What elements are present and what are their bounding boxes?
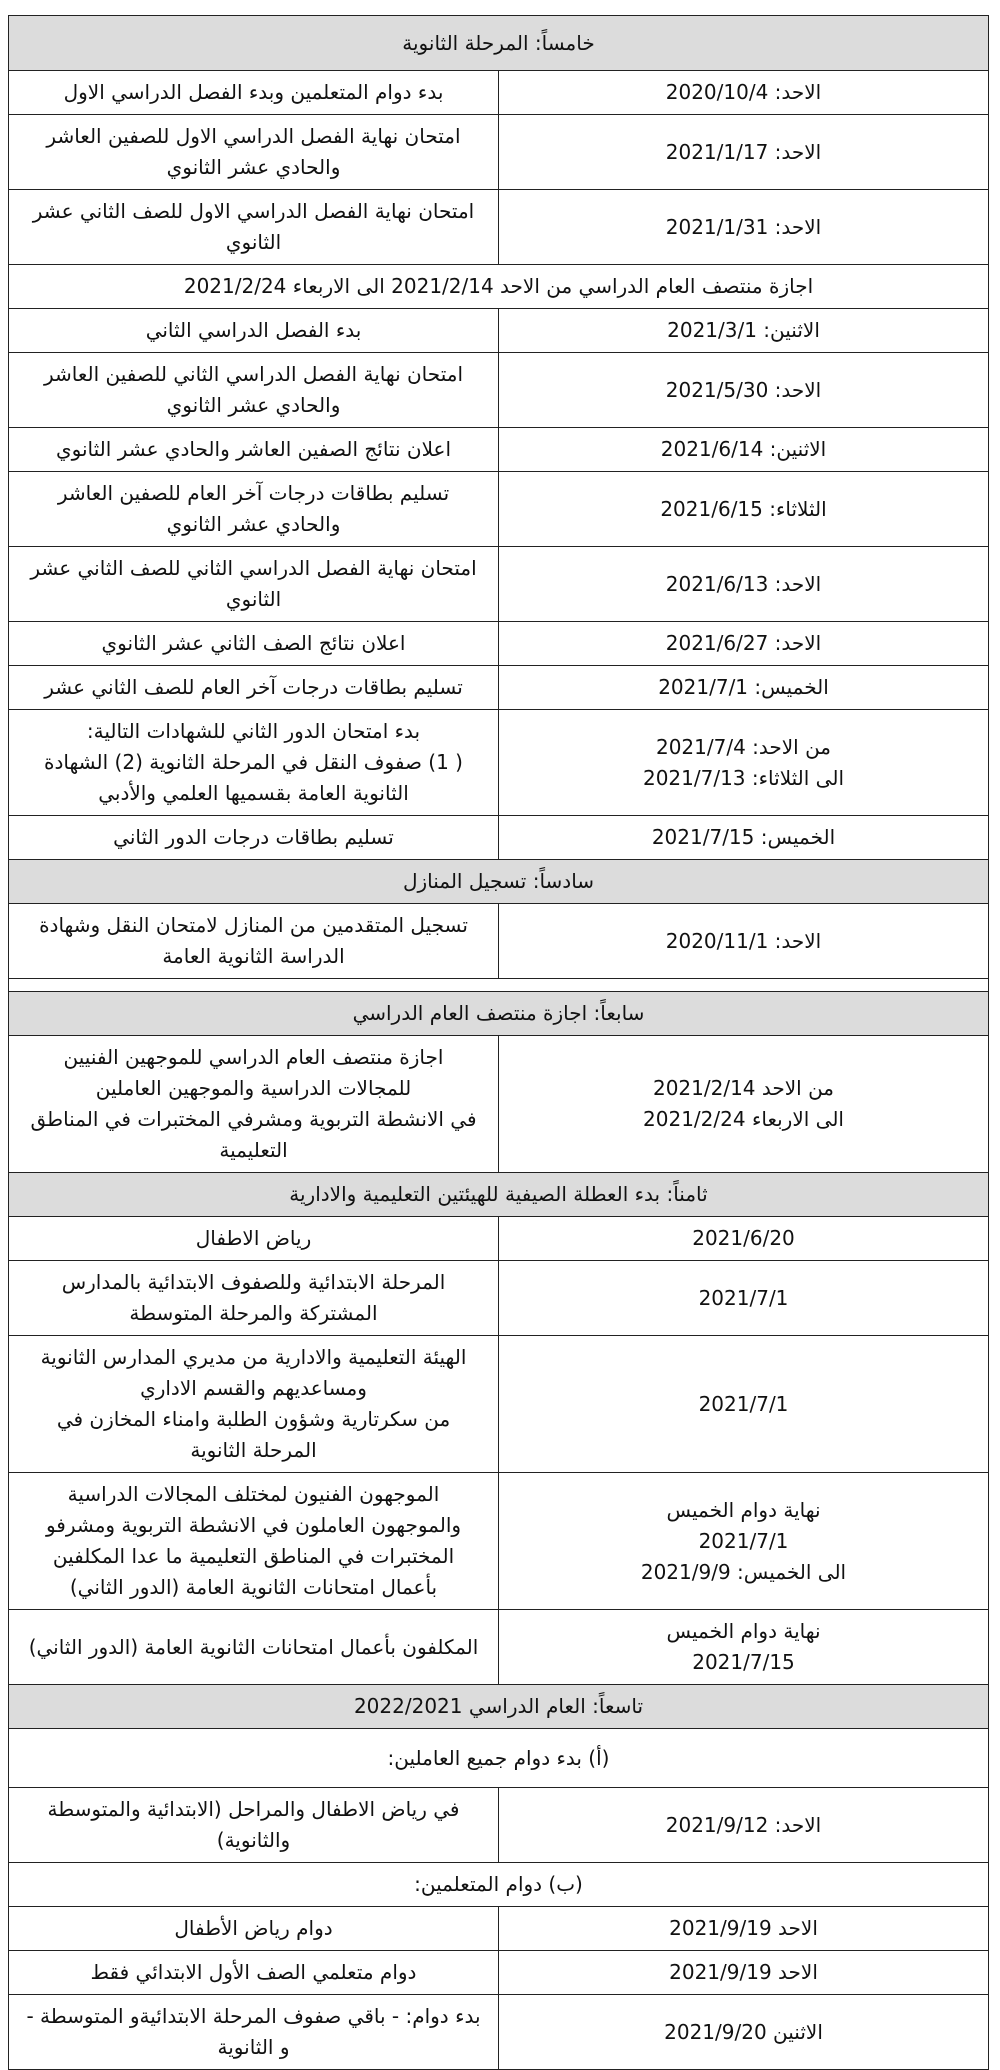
description-cell: امتحان نهاية الفصل الدراسي الاول للصفين العاشر والحادي عشر الثانوي bbox=[9, 115, 499, 190]
section-title: سابعاً: اجازة منتصف العام الدراسي bbox=[9, 992, 989, 1036]
table-row bbox=[9, 1473, 989, 1610]
description-cell: امتحان نهاية الفصل الدراسي الثاني للصف الثاني عشر الثانوي bbox=[9, 547, 499, 622]
section-header-row bbox=[9, 992, 989, 1036]
date-cell: 2021/7/1 bbox=[499, 1261, 989, 1336]
table-row bbox=[9, 547, 989, 622]
description-cell: دوام متعلمي الصف الأول الابتدائي فقط bbox=[9, 1951, 499, 1995]
description-cell: امتحان نهاية الفصل الدراسي الاول للصف الثاني عشر الثانوي bbox=[9, 190, 499, 265]
date-cell: نهاية دوام الخميس 2021/7/15 bbox=[499, 1610, 989, 1685]
description-cell: تسليم بطاقات درجات آخر العام للصف الثاني عشر bbox=[9, 666, 499, 710]
table-row bbox=[9, 1036, 989, 1173]
date-cell: 2021/6/20 bbox=[499, 1217, 989, 1261]
date-cell: 2021/7/1 bbox=[499, 1336, 989, 1473]
description-cell: دوام رياض الأطفال bbox=[9, 1907, 499, 1951]
table-row bbox=[9, 1951, 989, 1995]
table-row bbox=[9, 71, 989, 115]
description-cell: تسليم بطاقات درجات آخر العام للصفين العاشر والحادي عشر الثانوي bbox=[9, 472, 499, 547]
section-header-row bbox=[9, 16, 989, 71]
table-row bbox=[9, 472, 989, 547]
date-cell: الاثنين 2021/9/20 bbox=[499, 1995, 989, 2070]
table-row bbox=[9, 428, 989, 472]
full-width-row bbox=[9, 979, 989, 992]
table-row bbox=[9, 666, 989, 710]
description-cell: اعلان نتائج الصفين العاشر والحادي عشر الثانوي bbox=[9, 428, 499, 472]
date-cell: الثلاثاء: 2021/6/15 bbox=[499, 472, 989, 547]
description-cell: بدء دوام المتعلمين وبدء الفصل الدراسي الاول bbox=[9, 71, 499, 115]
row-note bbox=[9, 979, 989, 992]
schedule-table bbox=[8, 15, 989, 2070]
table-row bbox=[9, 816, 989, 860]
schedule-body bbox=[9, 16, 989, 2070]
description-cell: المرحلة الابتدائية وللصفوف الابتدائية بالمدارس المشتركة والمرحلة المتوسطة bbox=[9, 1261, 499, 1336]
description-cell: اعلان نتائج الصف الثاني عشر الثانوي bbox=[9, 622, 499, 666]
table-row bbox=[9, 353, 989, 428]
section-header-row bbox=[9, 860, 989, 904]
section-header-row bbox=[9, 1685, 989, 1729]
date-cell: الاحد: 2020/10/4 bbox=[499, 71, 989, 115]
section-header-row bbox=[9, 1173, 989, 1217]
description-cell: المكلفون بأعمال امتحانات الثانوية العامة (الدور الثاني) bbox=[9, 1610, 499, 1685]
section-title: سادساً: تسجيل المنازل bbox=[9, 860, 989, 904]
section-title: تاسعاً: العام الدراسي 2022/2021 bbox=[9, 1685, 989, 1729]
description-cell: بدء الفصل الدراسي الثاني bbox=[9, 309, 499, 353]
date-cell: الاحد 2021/9/19 bbox=[499, 1907, 989, 1951]
date-cell: الخميس: 2021/7/1 bbox=[499, 666, 989, 710]
date-cell: الاحد: 2020/11/1 bbox=[499, 904, 989, 979]
table-row bbox=[9, 1995, 989, 2070]
description-cell: امتحان نهاية الفصل الدراسي الثاني للصفين العاشر والحادي عشر الثانوي bbox=[9, 353, 499, 428]
section-title: ثامناً: بدء العطلة الصيفية للهيئتين التعليمية والادارية bbox=[9, 1173, 989, 1217]
row-note: اجازة منتصف العام الدراسي من الاحد 2021/2/14 الى الاربعاء 2021/2/24 bbox=[9, 265, 989, 309]
date-cell: من الاحد: 2021/7/4 الى الثلاثاء: 2021/7/13 bbox=[499, 710, 989, 816]
full-width-row bbox=[9, 265, 989, 309]
section-title: خامساً: المرحلة الثانوية bbox=[9, 16, 989, 71]
table-row bbox=[9, 622, 989, 666]
date-cell: الاحد: 2021/5/30 bbox=[499, 353, 989, 428]
table-row bbox=[9, 1610, 989, 1685]
date-cell: الاحد: 2021/1/31 bbox=[499, 190, 989, 265]
description-cell: الموجهون الفنيون لمختلف المجالات الدراسية والموجهون العاملون في الانشطة التربوية ومشرفو المختبرات في المناطق التعليمية ما عدا المكلفين بأعمال امتحانات الثانوية العامة (الدور الثاني) bbox=[9, 1473, 499, 1610]
table-row bbox=[9, 1261, 989, 1336]
table-row bbox=[9, 309, 989, 353]
description-cell: الهيئة التعليمية والادارية من مديري المدارس الثانوية ومساعديهم والقسم الاداري من سكرتارية وشؤون الطلبة وامناء المخازن في المرحلة الثانوية bbox=[9, 1336, 499, 1473]
date-cell: الاثنين: 2021/3/1 bbox=[499, 309, 989, 353]
row-note: (ب) دوام المتعلمين: bbox=[9, 1863, 989, 1907]
description-cell: اجازة منتصف العام الدراسي للموجهين الفنيين للمجالات الدراسية والموجهين العاملين في الانشطة التربوية ومشرفي المختبرات في المناطق التعليمية bbox=[9, 1036, 499, 1173]
row-note: (أ) بدء دوام جميع العاملين: bbox=[9, 1729, 989, 1788]
description-cell: تسليم بطاقات درجات الدور الثاني bbox=[9, 816, 499, 860]
table-row bbox=[9, 190, 989, 265]
date-cell: الاحد: 2021/9/12 bbox=[499, 1788, 989, 1863]
full-width-row bbox=[9, 1729, 989, 1788]
table-row bbox=[9, 1336, 989, 1473]
description-cell: بدء امتحان الدور الثاني للشهادات التالية: ( 1) صفوف النقل في المرحلة الثانوية (2) الشهادة الثانوية العامة بقسميها العلمي والأدبي bbox=[9, 710, 499, 816]
description-cell: في رياض الاطفال والمراحل (الابتدائية والمتوسطة والثانوية) bbox=[9, 1788, 499, 1863]
table-row bbox=[9, 1788, 989, 1863]
date-cell: الاحد 2021/9/19 bbox=[499, 1951, 989, 1995]
table-row bbox=[9, 710, 989, 816]
date-cell: نهاية دوام الخميس 2021/7/1 الى الخميس: 2021/9/9 bbox=[499, 1473, 989, 1610]
date-cell: الاثنين: 2021/6/14 bbox=[499, 428, 989, 472]
date-cell: الخميس: 2021/7/15 bbox=[499, 816, 989, 860]
description-cell: بدء دوام: - باقي صفوف المرحلة الابتدائيةو المتوسطة - و الثانوية bbox=[9, 1995, 499, 2070]
table-row bbox=[9, 1217, 989, 1261]
table-row bbox=[9, 1907, 989, 1951]
date-cell: الاحد: 2021/6/27 bbox=[499, 622, 989, 666]
table-row bbox=[9, 904, 989, 979]
full-width-row bbox=[9, 1863, 989, 1907]
table-row bbox=[9, 115, 989, 190]
date-cell: من الاحد 2021/2/14 الى الاربعاء 2021/2/24 bbox=[499, 1036, 989, 1173]
date-cell: الاحد: 2021/1/17 bbox=[499, 115, 989, 190]
description-cell: تسجيل المتقدمين من المنازل لامتحان النقل وشهادة الدراسة الثانوية العامة bbox=[9, 904, 499, 979]
description-cell: رياض الاطفال bbox=[9, 1217, 499, 1261]
date-cell: الاحد: 2021/6/13 bbox=[499, 547, 989, 622]
